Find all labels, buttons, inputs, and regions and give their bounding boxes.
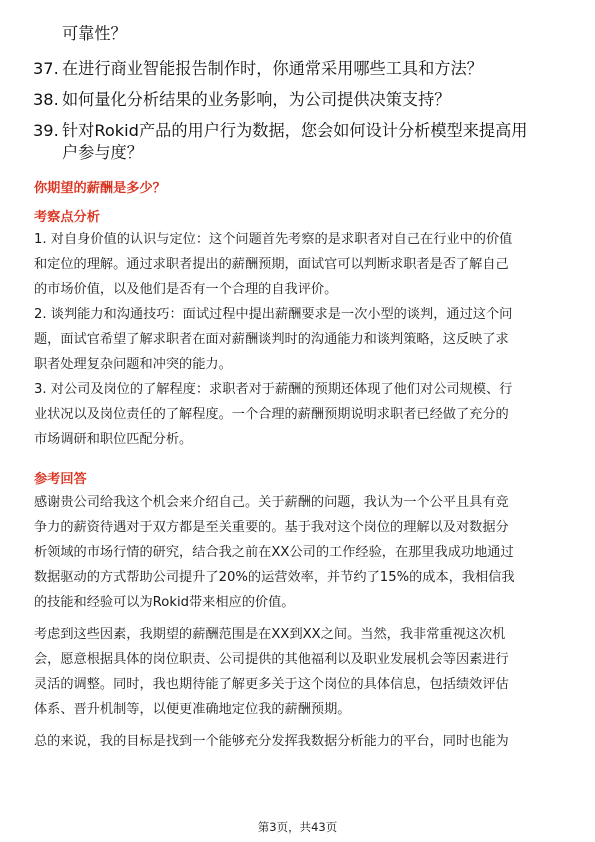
answer-line: 争力的薪资待遇对于双方都是至关重要的。基于我对这个岗位的理解以及对数据分 xyxy=(34,520,509,535)
analysis-line: 3. 对公司及岗位的了解程度：求职者对于薪酬的预期还体现了他们对公司规模、行 xyxy=(34,382,513,397)
question-37 xyxy=(33,59,59,79)
question-39-text-line2 xyxy=(62,143,143,163)
page-number: 第3页，共43页 xyxy=(257,820,338,834)
question-number: 37. xyxy=(33,59,59,78)
analysis-line: 和定位的理解。通过求职者提出的薪酬预期，面试官可以判断求职者是否了解自己 xyxy=(34,257,509,272)
question-37-text xyxy=(62,59,483,79)
question-39 xyxy=(33,121,59,141)
answer-line: 总的来说，我的目标是找到一个能够充分发挥我数据分析能力的平台，同时也能为 xyxy=(34,734,509,749)
question-39-text xyxy=(62,121,527,141)
analysis-line: 业状况以及岗位责任的了解程度。一个合理的薪酬预期说明求职者已经做了充分的 xyxy=(34,407,509,422)
question-38-text xyxy=(62,90,451,110)
analysis-heading: 考察点分析 xyxy=(34,210,100,225)
analysis-line: 题，面试官希望了解求职者在面对薪酬谈判时的沟通能力和谈判策略，这反映了求 xyxy=(34,332,509,347)
question-text: 如何量化分析结果的业务影响，为公司提供决策支持？ xyxy=(62,90,451,109)
analysis-line: 职者处理复杂问题和冲突的能力。 xyxy=(34,357,232,372)
answer-line: 考虑到这些因素，我期望的薪酬范围是在XX到XX之间。当然，我非常重视这次机 xyxy=(34,627,506,642)
answer-line: 的技能和经验可以为Rokid带来相应的价值。 xyxy=(34,595,295,610)
question-text: 户参与度？ xyxy=(62,143,143,162)
analysis-line: 1. 对自身价值的认识与定位：这个问题首先考察的是求职者对自己在行业中的价值 xyxy=(34,232,513,247)
question-number: 38. xyxy=(33,90,59,109)
section-title: 你期望的薪酬是多少？ xyxy=(34,181,166,196)
analysis-line: 市场调研和职位匹配分析。 xyxy=(34,432,193,447)
answer-line: 数据驱动的方式帮助公司提升了20%的运营效率，并节约了15%的成本，我相信我 xyxy=(34,570,515,585)
answer-line: 析领域的市场行情的研究，结合我之前在XX公司的工作经验，在那里我成功地通过 xyxy=(34,545,514,560)
question-number: 39. xyxy=(33,121,59,140)
question-text: 可靠性？ xyxy=(62,24,127,43)
question-text: 在进行商业智能报告制作时，你通常采用哪些工具和方法？ xyxy=(62,59,483,78)
question-continuation xyxy=(62,24,127,44)
answer-line: 感谢贵公司给我这个机会来介绍自己。关于薪酬的问题，我认为一个公平且具有竞 xyxy=(34,495,509,510)
answer-line: 灵活的调整。同时，我也期待能了解更多关于这个岗位的具体信息，包括绩效评估 xyxy=(34,677,509,692)
answer-line: 体系、晋升机制等，以便更准确地定位我的薪酬预期。 xyxy=(34,702,351,717)
analysis-line: 的市场价值，以及他们是否有一个合理的自我评价。 xyxy=(34,282,338,297)
analysis-line: 2. 谈判能力和沟通技巧：面试过程中提出薪酬要求是一次小型的谈判，通过这个问 xyxy=(34,307,513,322)
answer-heading: 参考回答 xyxy=(34,472,87,487)
answer-line: 会，愿意根据具体的岗位职责、公司提供的其他福利以及职业发展机会等因素进行 xyxy=(34,652,509,667)
question-38 xyxy=(33,90,59,110)
question-text: 针对Rokid产品的用户行为数据，您会如何设计分析模型来提高用 xyxy=(62,121,528,140)
